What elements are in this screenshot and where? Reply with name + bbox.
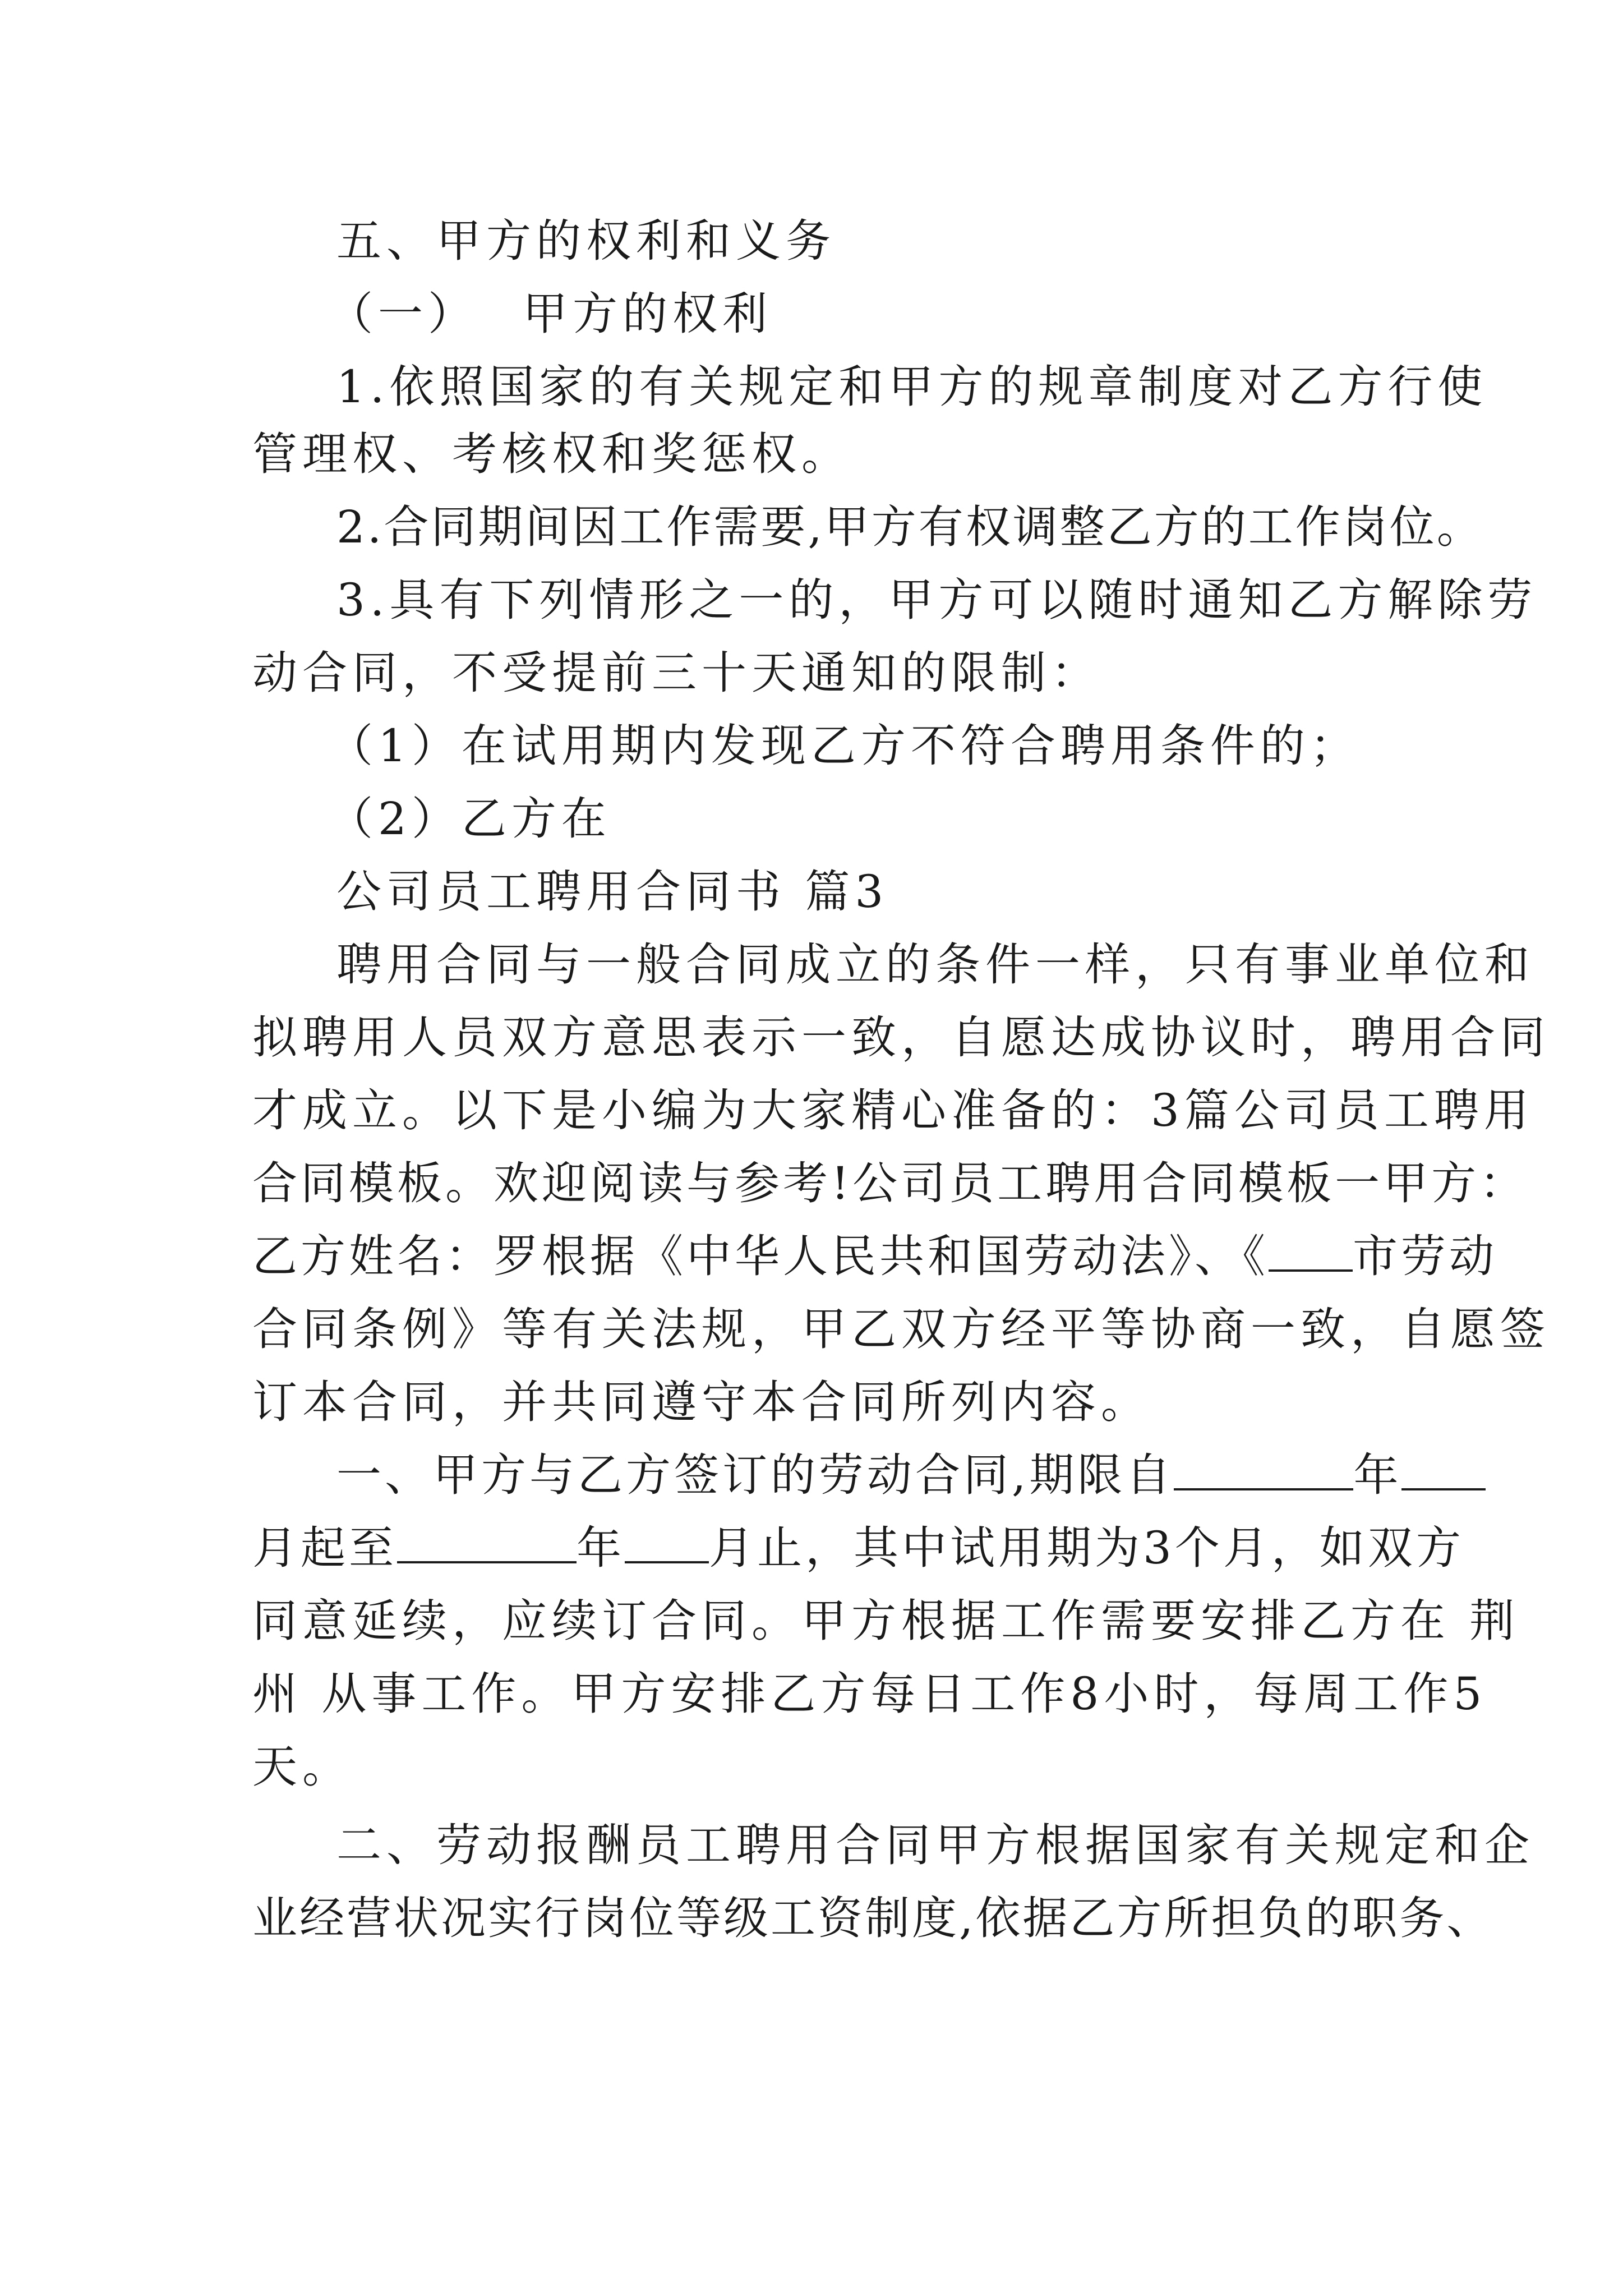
fill-in-blank [1269, 1235, 1353, 1272]
text-segment: 乙方姓名：罗根据《中华人民共和国劳动法》、《 [252, 1230, 1269, 1282]
section-heading: 五、甲方的权利和义务 [336, 215, 836, 267]
text-segment: 年 [1353, 1449, 1402, 1501]
fill-in-blank [1174, 1453, 1353, 1490]
paragraph-line: 订本合同，并共同遵守本合同所列内容。 [252, 1376, 1151, 1428]
paragraph-line: 州 从事工作。甲方安排乙方每日工作8小时，每周工作5 [252, 1668, 1487, 1720]
paragraph-line: 二、劳动报酬员工聘用合同甲方根据国家有关规定和企 [336, 1819, 1534, 1871]
paragraph-line: 同意延续，应续订合同。甲方根据工作需要安排乙方在 荆 [252, 1595, 1520, 1647]
paragraph-line: 管理权、考核权和奖惩权。 [252, 428, 851, 480]
text-segment: 月起至 [252, 1522, 397, 1574]
subsection-heading [328, 286, 1461, 342]
paragraph-line: 才成立。以下是小编为大家精心准备的：3篇公司员工聘用 [252, 1084, 1534, 1137]
fill-in-blank [1401, 1453, 1486, 1490]
fill-in-blank [625, 1526, 709, 1563]
text-segment: 年 [577, 1522, 625, 1574]
text-segment: 月止，其中试用期为3个月，如双方 [709, 1522, 1464, 1574]
paragraph-line: 合同条例》等有关法规，甲乙双方经平等协商一致，自愿签 [252, 1303, 1550, 1355]
text-segment: 市劳动 [1353, 1230, 1497, 1282]
subsection-number: （一） [328, 288, 478, 340]
paragraph-line: 拟聘用人员双方意思表示一致，自愿达成协议时，聘用合同 [252, 1011, 1550, 1064]
paragraph-line: 3.具有下列情形之一的，甲方可以随时通知乙方解除劳 [336, 574, 1538, 626]
paragraph-line: 1.依照国家的有关规定和甲方的规章制度对乙方行使 [336, 361, 1488, 413]
paragraph-line: 业经营状况实行岗位等级工资制度,依据乙方所担负的职务、 [252, 1892, 1494, 1944]
paragraph-line: 2.合同期间因工作需要,甲方有权调整乙方的工作岗位。 [336, 501, 1484, 553]
paragraph-line: 合同模板。欢迎阅读与参考!公司员工聘用合同模板一甲方： [252, 1157, 1528, 1209]
fill-in-blank [397, 1526, 577, 1563]
list-item: （1）在试用期内发现乙方不符合聘用条件的； [328, 720, 1360, 772]
paragraph-line [336, 1447, 1402, 1503]
article-title: 公司员工聘用合同书 篇3 [336, 866, 889, 918]
paragraph-line: 天。 [252, 1741, 352, 1793]
subsection-title: 甲方的权利 [523, 288, 772, 340]
paragraph-line: 动合同，不受提前三十天通知的限制： [252, 647, 1101, 699]
paragraph-line [252, 1228, 1497, 1285]
paragraph-line [252, 1520, 1464, 1576]
text-segment: 一、甲方与乙方签订的劳动合同,期限自 [336, 1449, 1174, 1501]
list-item: （2）乙方在 [328, 793, 611, 845]
paragraph-line: 聘用合同与一般合同成立的条件一样，只有事业单位和 [336, 938, 1534, 991]
